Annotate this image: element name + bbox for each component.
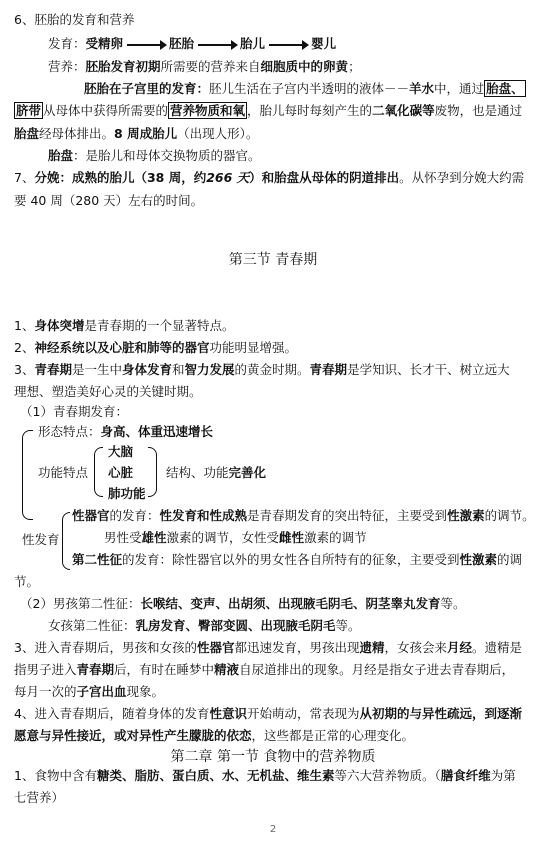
arrow-right-icon: [269, 44, 307, 46]
organ-brain: [108, 444, 133, 460]
text: ，这些都是正常的心理变化。: [251, 728, 415, 743]
development-flow: [48, 36, 336, 52]
traits: 长喉结、变声、出胡须、出现腋毛阴毛、阴茎睾丸发育: [140, 596, 441, 611]
text: 为第: [490, 768, 516, 783]
term: 糖类、脂肪、蛋白质、水、无机盐、维生素: [96, 768, 335, 783]
organ-2: 心脏: [108, 465, 134, 480]
p3b-line-1: [14, 640, 522, 656]
birth-b: ）和胎盘从母体的阴道排出: [249, 170, 400, 185]
term: 性发育和性成熟: [159, 508, 248, 523]
puberty-2: [14, 340, 297, 356]
puberty-1: [14, 318, 234, 334]
food-line-2: 七营养）: [14, 790, 65, 805]
text: 是一生中: [71, 362, 122, 377]
text: 是学知识、长才干、树立远大: [347, 362, 510, 377]
text: 3、进入青春期后，男孩和女孩的: [14, 640, 197, 655]
traits: 乳房发育、臀部变圆、出现腋毛阴毛: [135, 618, 336, 633]
text: 的发育：: [109, 508, 160, 523]
text: 等六大营养物质。（: [334, 768, 441, 783]
text: 和: [172, 362, 185, 377]
dev-label: 发育：: [48, 36, 86, 51]
func-b: 完善化: [228, 465, 267, 480]
text: 的发育：除性器官以外的男女性各自所特有的征象，主要受到: [122, 552, 460, 567]
text: 1、食物中含有: [14, 768, 97, 783]
text: 后，有时在睡梦中: [114, 662, 215, 677]
text: 激素的调节: [304, 530, 367, 545]
nutr-text: （出现人形）。: [177, 126, 259, 141]
nutr-text: 胚儿生活在子宫内半透明的液体－－: [209, 81, 410, 96]
organ-heart: [108, 465, 133, 481]
term: 性意识: [209, 706, 247, 721]
num: 1、: [14, 318, 35, 333]
outer-brace: [22, 430, 33, 520]
text: 指男子进入: [14, 662, 77, 677]
nutr-text: 经母体排出。: [39, 126, 115, 141]
nutrition-line-4: [14, 126, 258, 142]
sec7-num: 7、: [14, 170, 35, 185]
term: 性器官: [72, 508, 110, 523]
amniotic-fluid: 羊水: [409, 81, 435, 96]
nutr-text: 废物，也是通过: [434, 103, 523, 118]
growth-spurt: 身体突增: [34, 318, 85, 333]
func-result: [166, 465, 266, 481]
p3b-line-2: [14, 662, 514, 678]
sex-line-4: 节。: [14, 574, 40, 589]
sex-line-3: [72, 552, 522, 568]
arrow-right-icon: [198, 44, 236, 46]
sec7-line-1: [14, 170, 524, 186]
text: 是青春期发育的突出特征，主要受到: [247, 508, 448, 523]
text: 。遗精是: [472, 640, 523, 655]
arrow-right-icon: [127, 44, 165, 46]
girl-traits: [48, 618, 361, 634]
food-line-1: [14, 768, 516, 784]
form-value: 身高、体重迅速增长: [100, 424, 214, 439]
term: 性激素: [447, 508, 485, 523]
term: 子宫出血: [76, 684, 127, 699]
nutrition-line-2: [84, 81, 526, 97]
text: 等。: [440, 596, 466, 611]
term: 青春期: [309, 362, 348, 377]
label: （2）男孩第二性征：: [20, 596, 141, 611]
sex-brace: [62, 512, 70, 570]
form-features: [38, 424, 213, 440]
inner-brace-left: [94, 447, 103, 497]
puberty-3-cont: 理想、塑造美好心灵的关键时期。: [14, 384, 202, 399]
nutr-early: 胚胎发育初期: [85, 59, 161, 74]
inner-brace-right: [148, 447, 157, 497]
sex-dev-label: 性发育: [22, 532, 60, 547]
text: 是青春期的一个显著特点。: [84, 318, 235, 333]
p3b-line-3: [14, 684, 164, 700]
placenta-term: 胎盘: [48, 148, 74, 163]
term: 雌性: [279, 530, 305, 545]
text: 开始萌动，常表现为: [246, 706, 360, 721]
term: 愿意与异性接近，或对异性产生朦胧的依恋: [14, 728, 252, 743]
birth-c: 。从怀孕到分娩大约需: [399, 170, 525, 185]
dev-step-1: 受精卵: [85, 36, 124, 51]
term: 性激素: [459, 552, 498, 567]
puberty-3: [14, 362, 510, 378]
placenta-box: 胎盘、: [486, 81, 524, 96]
text: 的黄金时期。: [234, 362, 310, 377]
nutrition-line-1: [48, 59, 361, 75]
organs-bold: 神经系统以及心脏和肺等的器官: [34, 340, 210, 355]
term: 青春期: [76, 662, 115, 677]
sex-line-1: [72, 508, 535, 524]
organ-lung: [108, 486, 146, 502]
text: 现象。: [126, 684, 165, 699]
text: 的调节。: [484, 508, 535, 523]
uterus-dev: 胚胎在子宫里的发育：: [84, 81, 210, 96]
p4-line-1: [14, 706, 522, 722]
sex-line-2: [104, 530, 367, 546]
sec6-title: 6、胚胎的发育和营养: [14, 12, 135, 27]
subheading-1: （1）青春期发育：: [20, 404, 128, 419]
chapter-title: 第二章 第一节 食物中的营养物质: [170, 749, 376, 765]
nutrients-oxygen-box: 营养物质和氧: [170, 103, 246, 118]
num: 2、: [14, 340, 35, 355]
term: 身体发育: [121, 362, 172, 377]
placenta-desc: ：是胎儿和母体交换物质的器官。: [73, 148, 261, 163]
term: 智力发展: [184, 362, 235, 377]
form-label: 形态特点：: [38, 424, 101, 439]
nutr-text: 从母体中获得所需要的: [43, 103, 169, 118]
placenta-definition: [48, 148, 261, 164]
text: 激素的调节，女性受: [166, 530, 280, 545]
text: 4、进入青春期后，随着身体的发育: [14, 706, 210, 721]
nutr-text: 所需要的营养来自: [160, 59, 261, 74]
text: 男性受: [104, 530, 142, 545]
term: 精液: [214, 662, 240, 677]
text: 等。: [335, 618, 361, 633]
nutrition-line-3: [14, 103, 522, 119]
section-title: 第三节 青春期: [228, 252, 318, 268]
term: 雄性: [141, 530, 167, 545]
num: 3、: [14, 362, 35, 377]
nutr-text: ，胎儿每时每刻产生的: [247, 103, 373, 118]
func-label: 功能特点: [38, 465, 89, 480]
nutr-text: 中，通过: [434, 81, 485, 96]
boy-traits: [20, 596, 466, 612]
term: 第二性征: [72, 552, 123, 567]
birth-a: 分娩：成熟的胎儿（38 周，约: [34, 170, 207, 185]
term: 性器官: [196, 640, 235, 655]
text: ，女孩会来: [384, 640, 448, 655]
p4-line-2: [14, 728, 414, 744]
sec7-line-2: 要 40 周（280 天）左右的时间。: [14, 193, 204, 208]
label: 女孩第二性征：: [48, 618, 136, 633]
nutr-label: 营养：: [48, 59, 86, 74]
organ-3: 肺功能: [108, 486, 146, 501]
func-a: 结构、功能: [166, 465, 229, 480]
page-number: 2: [269, 824, 277, 835]
text: 的调: [497, 552, 523, 567]
eight-weeks: 8 周成胎儿: [114, 126, 178, 141]
term: 月经: [447, 640, 473, 655]
placenta: 胎盘: [14, 126, 40, 141]
text: 每月一次的: [14, 684, 77, 699]
birth-days: 266 天: [206, 170, 250, 185]
text: 功能明显增强。: [209, 340, 297, 355]
organ-1: 大脑: [108, 444, 134, 459]
text: 都迅速发育，男孩出现: [234, 640, 360, 655]
text: 自尿道排出的现象。月经是指女子进去青春期后，: [239, 662, 515, 677]
term: 膳食纤维: [440, 768, 491, 783]
nutr-yolk: 细胞质中的卵黄: [260, 59, 349, 74]
term: 青春期: [34, 362, 72, 377]
co2: 二氧化碳等: [372, 103, 435, 118]
umbilical-box: 脐带: [16, 103, 42, 118]
dev-step-2: 胚胎: [169, 36, 195, 51]
term: 遗精: [359, 640, 385, 655]
dev-step-3: 胎儿: [240, 36, 266, 51]
dev-step-4: 婴儿: [311, 36, 337, 51]
term: 从初期的与异性疏远，到逐渐: [359, 706, 523, 721]
nutr-end: ；: [348, 59, 361, 74]
